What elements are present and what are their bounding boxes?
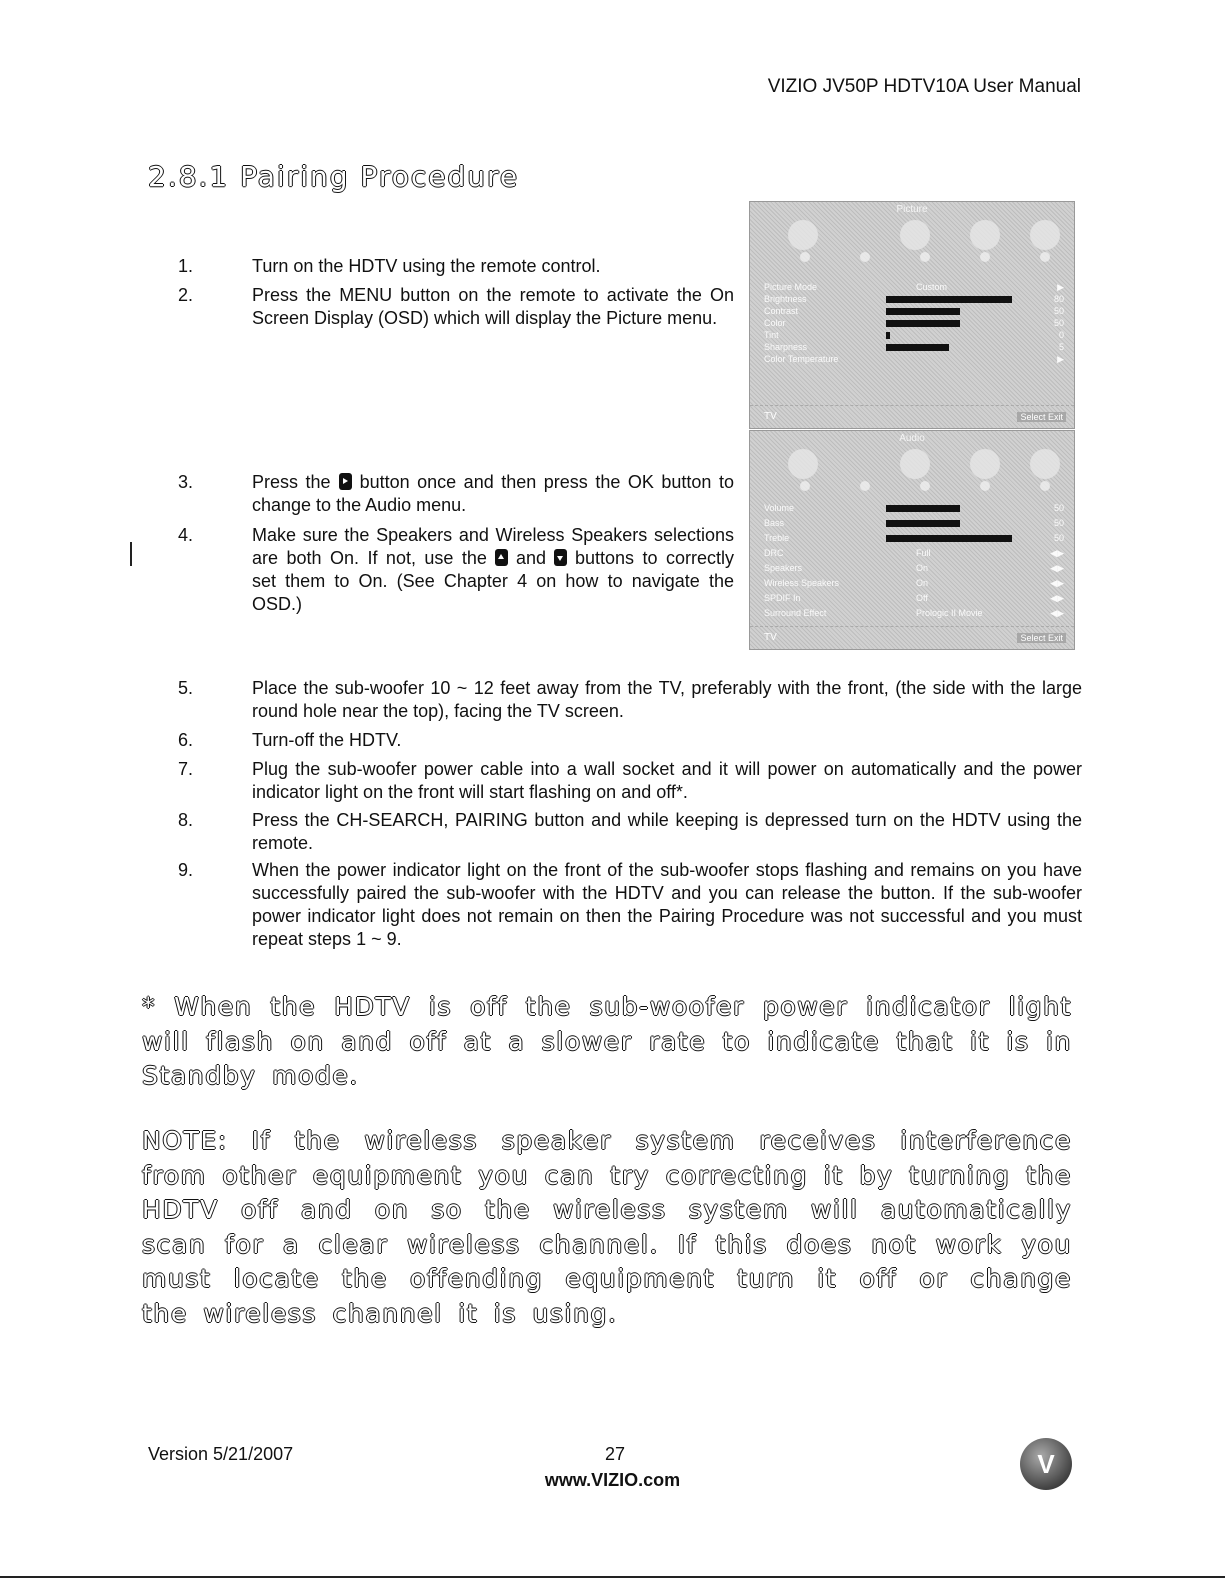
osd-row-value: Full	[916, 548, 931, 558]
dot-icon	[800, 481, 810, 491]
osd-row-value: Off	[916, 593, 928, 603]
step-text	[252, 524, 734, 616]
osd-row-label: Tint	[764, 330, 779, 340]
osd-row-number: 5	[1058, 342, 1064, 352]
step-text: Press the CH-SEARCH, PAIRING button and while keeping is depressed turn on the HDTV using the remote.	[252, 810, 1082, 853]
osd-picture-menu-image	[749, 201, 1075, 429]
step-text: Press the MENU button on the remote to activate the On Screen Display (OSD) which will display the Picture menu.	[252, 285, 734, 328]
osd-level-bar	[886, 308, 960, 315]
step-number: 5.	[178, 678, 194, 698]
osd-level-bar	[886, 332, 890, 339]
step-text: When the power indicator light on the front of the sub-woofer stops flashing and remains on you have successfully paired the sub-woofer with the HDTV and you can release the button. If the sub-woofer power indicator light does not remain on then the Pairing Procedure was not successful and you must repeat steps 1 ~ 9.	[252, 860, 1082, 949]
osd-divider	[750, 405, 1074, 406]
osd-row-number: 50	[1053, 533, 1064, 543]
step-number: 7.	[178, 759, 194, 779]
osd-row-label: Treble	[764, 533, 790, 543]
osd-divider	[750, 626, 1074, 627]
dot-icon	[980, 481, 990, 491]
section-title: 2.8.1 Pairing Procedure	[148, 160, 520, 193]
dot-icon	[920, 481, 930, 491]
osd-row-number: 0	[1058, 330, 1064, 340]
down-arrow-button-icon	[554, 549, 567, 566]
step-number: 2.	[178, 285, 194, 305]
tv-icon	[788, 449, 818, 479]
osd-level-bar	[886, 320, 960, 327]
osd-level-bar	[886, 505, 960, 512]
osd-row-label: DRC	[764, 548, 784, 558]
osd-row-value: Custom	[916, 282, 948, 292]
dot-icon	[800, 252, 810, 262]
osd-level-bar	[886, 520, 960, 527]
step-text-b: and	[515, 548, 546, 568]
osd-row-number: ◀▶	[1050, 608, 1064, 618]
interference-note: NOTE: If the wireless speaker system receives interference from other equipment you can try correcting it by turning the HDTV off and on so the wireless system will automatically scan for a clear wireless channel. If this does not work you must locate the offending equipment turn it off or change the wireless channel it is using.	[142, 1126, 1072, 1328]
page-bottom-rule	[0, 1576, 1225, 1578]
osd-row-label: Picture Mode	[764, 282, 818, 292]
vizio-logo-icon: V	[1020, 1438, 1072, 1490]
step-number: 3.	[178, 472, 194, 492]
osd-row-number: ◀▶	[1050, 593, 1064, 603]
step-text-b: button once and then press the OK button to change to the Audio menu.	[252, 472, 734, 515]
osd-row-number: ◀▶	[1050, 563, 1064, 573]
step-text-a: Make sure the Speakers and Wireless Speakers selections are both On. If not, use the	[252, 525, 734, 568]
osd-row-label: Bass	[764, 518, 785, 528]
osd-row-number: 50	[1053, 518, 1064, 528]
osd-row-number: 50	[1053, 306, 1064, 316]
step-number: 9.	[178, 860, 194, 880]
dot-icon	[1040, 481, 1050, 491]
step-number: 8.	[178, 810, 194, 830]
osd-row-label: Color	[764, 318, 786, 328]
osd-row-number: 80	[1053, 294, 1064, 304]
osd-row-label: Surround Effect	[764, 608, 827, 618]
step-text: Plug the sub-woofer power cable into a wall socket and it will power on automatically and the power indicator light on the front will start flashing on and off*.	[252, 759, 1082, 802]
change-bar	[130, 542, 132, 566]
settings-icon	[1030, 220, 1060, 250]
step-text: Place the sub-woofer 10 ~ 12 feet away from the TV, preferably with the front, (the side with the large round hole near the top), facing the TV screen.	[252, 678, 1082, 721]
osd-row-number: ▶	[1057, 282, 1064, 292]
step-text-a: Press the	[252, 472, 331, 492]
dot-icon	[980, 252, 990, 262]
step-number: 6.	[178, 730, 194, 750]
up-arrow-button-icon	[495, 549, 508, 566]
osd-row-value: Prologic II Movie	[916, 608, 983, 618]
footer-url: www.VIZIO.com	[544, 1470, 681, 1490]
osd-footer-help: Select Exit	[1017, 412, 1066, 422]
osd-row-label: Color Temperature	[764, 354, 839, 364]
right-arrow-button-icon	[339, 473, 352, 490]
audio-icon	[900, 449, 930, 479]
osd-level-bar	[886, 344, 949, 351]
osd-row-number: ◀▶	[1050, 578, 1064, 588]
osd-footer-help: Select Exit	[1017, 633, 1066, 643]
settings-icon	[1030, 449, 1060, 479]
osd-row-label: SPDIF In	[764, 593, 801, 603]
page-header: VIZIO JV50P HDTV10A User Manual	[767, 76, 1081, 97]
osd-level-bar	[886, 296, 1012, 303]
dot-icon	[860, 252, 870, 262]
osd-row-number: ▶	[1057, 354, 1064, 364]
osd-row-number: ◀▶	[1050, 548, 1064, 558]
dot-icon	[860, 481, 870, 491]
dot-icon	[920, 252, 930, 262]
clock-icon	[970, 449, 1000, 479]
osd-row-value: On	[916, 578, 929, 588]
osd-row-label: Speakers	[764, 563, 803, 573]
osd-level-bar	[886, 535, 1012, 542]
osd-title: Audio	[899, 433, 925, 444]
osd-row-number: 50	[1053, 503, 1064, 513]
osd-menu-icons	[780, 220, 1064, 268]
osd-audio-menu-image	[749, 430, 1075, 650]
step-number: 1.	[178, 256, 194, 276]
version-label: Version 5/21/2007	[148, 1444, 294, 1464]
audio-icon	[900, 220, 930, 250]
osd-row-value: On	[916, 563, 929, 573]
osd-row-label: Brightness	[764, 294, 807, 304]
step-text: Turn-off the HDTV.	[252, 730, 402, 750]
osd-row-label: Wireless Speakers	[764, 578, 840, 588]
osd-title: Picture	[896, 204, 928, 215]
dot-icon	[1040, 252, 1050, 262]
osd-row-label: Volume	[764, 503, 795, 513]
step-number: 4.	[178, 525, 194, 545]
osd-menu-icons	[780, 449, 1064, 497]
step-text-c: buttons to correctly set them to On. (See Chapter 4 on how to navigate the OSD.)	[252, 548, 734, 614]
standby-note: * When the HDTV is off the sub-woofer power indicator light will flash on and off at a slower rate to indicate that it is in Standby mode.	[142, 992, 1072, 1090]
step-text	[252, 471, 734, 517]
osd-footer-left: TV	[764, 411, 777, 422]
osd-row-number: 50	[1053, 318, 1064, 328]
step-text: Turn on the HDTV using the remote control.	[252, 256, 601, 276]
osd-row-label: Contrast	[764, 306, 799, 316]
page-number: 27	[604, 1444, 626, 1464]
osd-footer-left: TV	[764, 632, 777, 643]
clock-icon	[970, 220, 1000, 250]
tv-icon	[788, 220, 818, 250]
osd-row-label: Sharpness	[764, 342, 808, 352]
